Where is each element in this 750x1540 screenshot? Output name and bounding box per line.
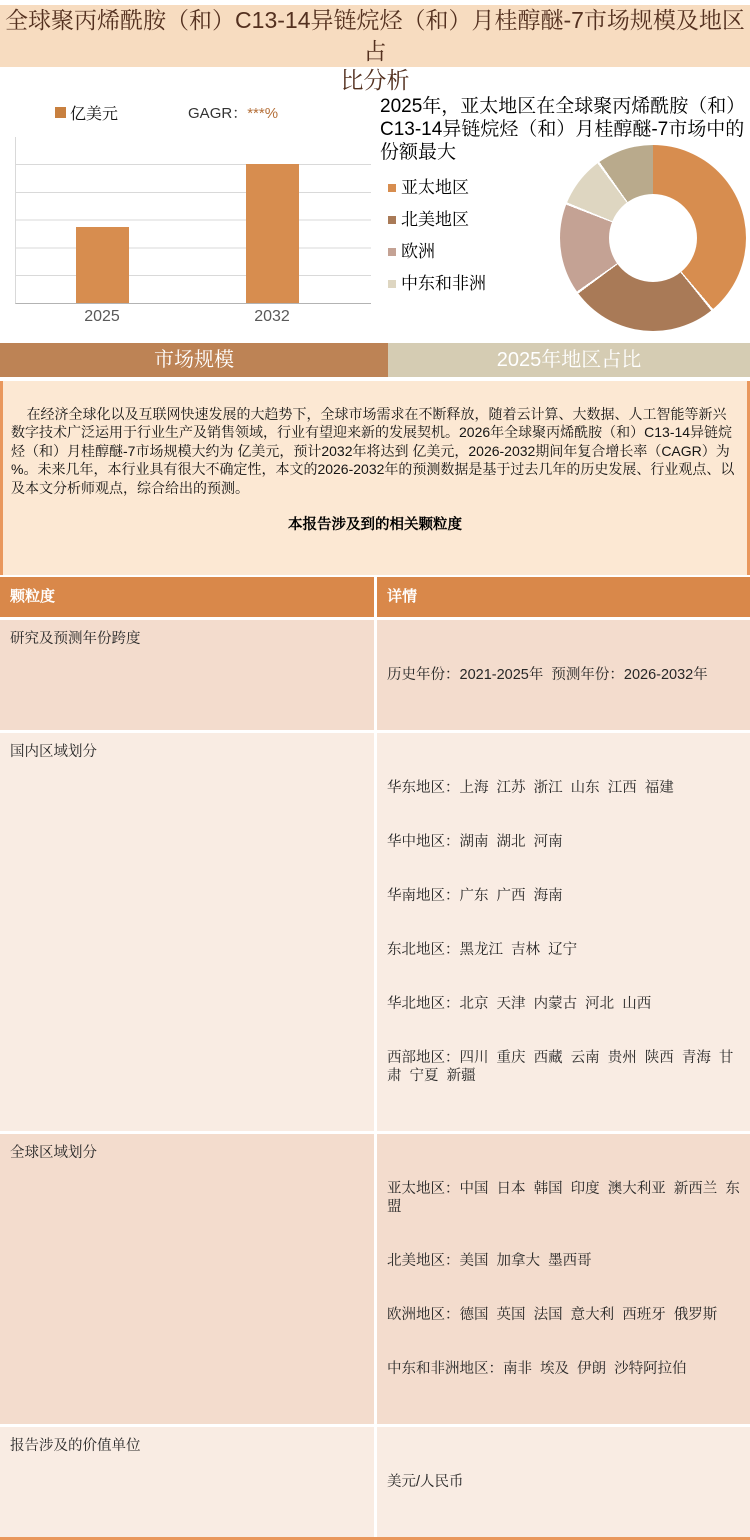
col-header-details: 详情: [377, 577, 750, 617]
summary-section: [0, 381, 750, 575]
table-title: 本报告涉及到的相关颗粒度: [288, 516, 462, 533]
detail-line: 中东和非洲地区：南非 埃及 伊朗 沙特阿拉伯: [387, 1360, 687, 1377]
cell-details: [377, 1427, 750, 1537]
bar-chart-section: [0, 93, 380, 337]
pie-legend-label: 北美地区: [401, 210, 469, 229]
detail-line: 华南地区：广东 广西 海南: [387, 887, 563, 904]
summary-text: 在经济全球化以及互联网快速发展的大趋势下，全球市场需求在不断释放，随着云计算、大数据、人工智能等新兴数字技术广泛运用于行业生产及销售领域，行业有望迎来新的发展契机。2026年全球聚丙烯酰胺（和）C13-14异链烷烃（和）月桂醇醚-7市场规模大约为 亿美元，预计2032年将达到 亿美元，2026-2032期间年复合增长率（CAGR）为 %。未来几年，本行业具有很大不确定性，本文的2026-2032年的预测数据是基于过去几年的历史发展、行业观点、以及本文分析师观点，综合给出的预测。: [11, 405, 735, 496]
pie-legend-label: 欧洲: [401, 242, 435, 261]
bar-chart-legend: [55, 101, 380, 123]
bar-x-axis: [15, 304, 371, 328]
cell-details: [377, 620, 750, 730]
pie-headline: 2025年，亚太地区在全球聚丙烯酰胺（和）C13-14异链烷烃（和）月桂醇醚-7市场中的份额最大: [380, 96, 746, 163]
cagr-annotation: [188, 102, 278, 123]
detail-line: 西部地区：四川 重庆 西藏 云南 贵州 陕西 青海 甘肃 宁夏 新疆: [387, 1049, 734, 1084]
report-page: [0, 5, 750, 1540]
detail-line: 华东地区：上海 江苏 浙江 山东 江西 福建: [387, 779, 674, 796]
table-header-row: [0, 577, 750, 617]
pie-legend-swatch-icon: [388, 216, 396, 224]
detail-line: 美元/人民币: [387, 1473, 464, 1490]
pie-chart-section: [380, 93, 750, 337]
table-row: [0, 1134, 750, 1424]
bar-unit-label: 亿美元: [70, 105, 119, 123]
cagr-label: GAGR：: [188, 104, 248, 122]
pie-legend-swatch-icon: [388, 280, 396, 288]
pie-legend-swatch-icon: [388, 248, 396, 256]
pie-legend-item: [388, 274, 488, 294]
section-tabs: [0, 343, 750, 377]
cell-details: [377, 733, 750, 1131]
x-tick-2025: 2025: [84, 308, 120, 325]
detail-line: 历史年份：2021-2025年 预测年份：2026-2032年: [387, 666, 708, 683]
table-row: [0, 1427, 750, 1537]
detail-line: 华中地区：湖南 湖北 河南: [387, 833, 563, 850]
pie-legend-item: [388, 242, 488, 262]
pie-legend-label: 中东和非洲: [401, 274, 486, 293]
page-title-line2: 比分析: [340, 67, 410, 93]
detail-line: 华北地区：北京 天津 内蒙古 河北 山西: [387, 995, 652, 1012]
detail-line: 北美地区：美国 加拿大 墨西哥: [387, 1252, 592, 1269]
pie-legend-label: 亚太地区: [401, 178, 469, 197]
bar-2025: [76, 227, 129, 303]
donut-chart: [560, 145, 746, 331]
cell-granularity: 全球区域划分: [0, 1134, 374, 1424]
granularity-table: [0, 577, 750, 1540]
col-header-granularity: 颗粒度: [0, 577, 374, 617]
tab-region-share[interactable]: 2025年地区占比: [388, 343, 750, 377]
pie-legend-swatch-icon: [388, 184, 396, 192]
cell-granularity: 报告涉及的价值单位: [0, 1427, 374, 1537]
table-row: [0, 733, 750, 1131]
x-tick-2032: 2032: [254, 308, 290, 325]
tab-market-size[interactable]: 市场规模: [0, 343, 388, 377]
table-row: [0, 620, 750, 730]
bar-plot-area: [15, 137, 371, 304]
pie-legend-item: [388, 210, 488, 230]
cagr-value: ***%: [247, 104, 279, 122]
cell-granularity: 研究及预测年份跨度: [0, 620, 374, 730]
bar-legend-swatch-icon: [55, 107, 66, 118]
cell-granularity: 国内区域划分: [0, 733, 374, 1131]
cell-details: [377, 1134, 750, 1424]
charts-row: [0, 93, 750, 337]
pie-legend-item: [388, 178, 488, 198]
detail-line: 亚太地区：中国 日本 韩国 印度 澳大利亚 新西兰 东盟: [387, 1180, 740, 1215]
page-title-line1: 全球聚丙烯酰胺（和）C13-14异链烷烃（和）月桂醇醚-7市场规模及地区占: [0, 5, 750, 67]
pie-legend: [388, 178, 488, 294]
detail-line: 东北地区：黑龙江 吉林 辽宁: [387, 941, 578, 958]
bar-2032: [246, 164, 299, 303]
detail-line: 欧洲地区：德国 英国 法国 意大利 西班牙 俄罗斯: [387, 1306, 718, 1323]
